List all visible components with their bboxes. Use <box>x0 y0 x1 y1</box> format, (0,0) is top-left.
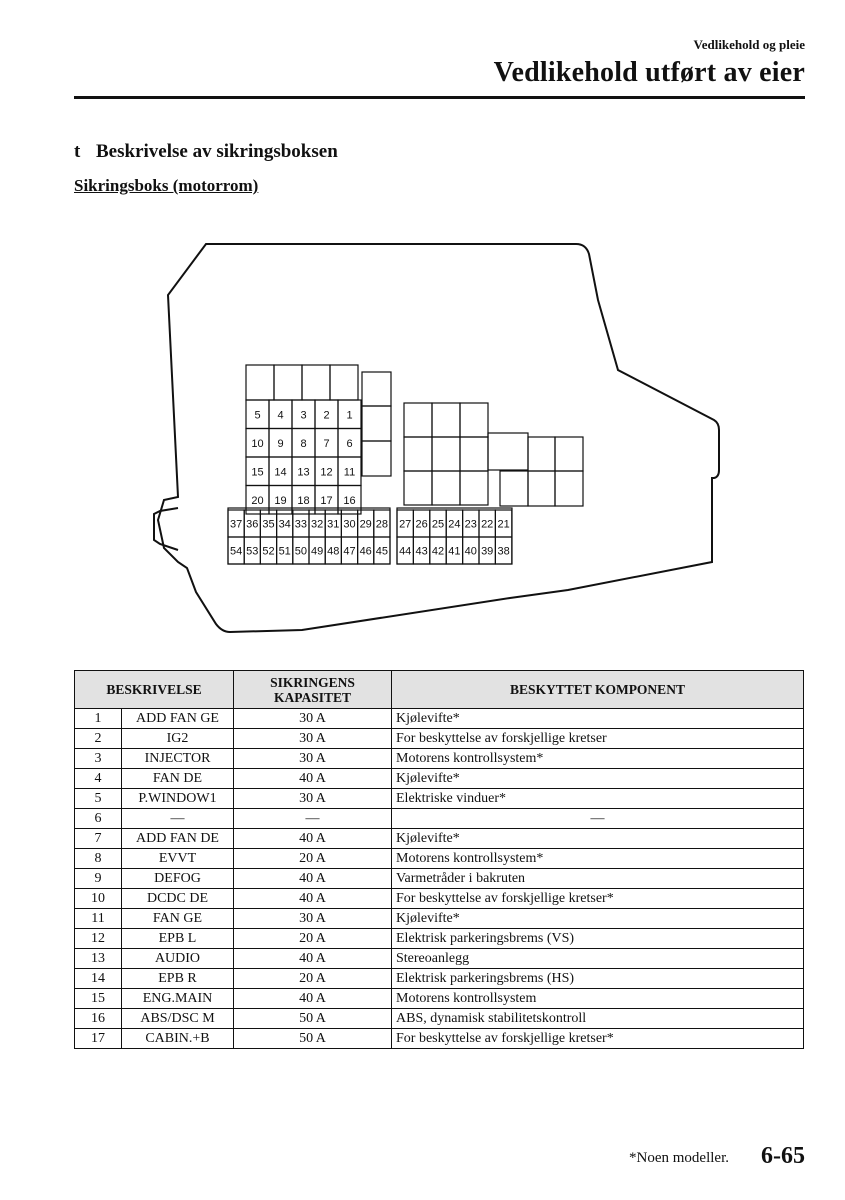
fuse-slot-number: 10 <box>251 437 264 450</box>
fuse-capacity: 40 A <box>234 889 392 909</box>
page-number: 6-65 <box>761 1143 805 1169</box>
fuse-capacity: — <box>234 809 392 829</box>
fuse-capacity: 50 A <box>234 1029 392 1049</box>
fuse-capacity: 30 A <box>234 789 392 809</box>
fuse-component: Elektriske vinduer* <box>392 789 804 809</box>
fuse-slot-number: 39 <box>481 545 494 558</box>
fuse-component: Stereoanlegg <box>392 949 804 969</box>
fuse-slot-number: 25 <box>431 518 445 531</box>
fuse-slot-number: 6 <box>346 437 353 450</box>
fuse-slot-number: 1 <box>346 409 353 422</box>
fuse-number: 16 <box>75 1009 122 1029</box>
footnote: *Noen modeller. <box>629 1150 729 1166</box>
fuse-slot-number: 38 <box>497 545 510 558</box>
fuse-capacity: 50 A <box>234 1009 392 1029</box>
fuse-slot-number: 46 <box>359 545 372 558</box>
relay-slot <box>460 471 488 505</box>
fuse-table <box>74 670 804 1049</box>
fuse-slot-number: 14 <box>274 466 287 479</box>
fuse-slot-number: 35 <box>262 518 275 531</box>
fuse-slot-number: 51 <box>278 545 291 558</box>
fuse-number: 10 <box>75 889 122 909</box>
fuse-slot-number: 37 <box>229 518 243 531</box>
fuse-number: 11 <box>75 909 122 929</box>
fuse-slot-number: 8 <box>300 437 307 450</box>
relay-slot <box>460 437 488 471</box>
fuse-description: ADD FAN DE <box>122 829 234 849</box>
fuse-number: 7 <box>75 829 122 849</box>
fuse-description: DCDC DE <box>122 889 234 909</box>
fuse-number: 2 <box>75 729 122 749</box>
fuse-capacity: 30 A <box>234 709 392 729</box>
fuse-box-outline <box>158 244 719 632</box>
relay-slot <box>404 403 432 437</box>
table-row <box>75 849 804 869</box>
fuse-slot-number: 32 <box>310 518 324 531</box>
fuse-slot-blank <box>274 365 302 400</box>
fuse-number: 9 <box>75 869 122 889</box>
table-row <box>75 929 804 949</box>
fuse-slot-number: 15 <box>251 466 264 479</box>
header-capacity-line2: KAPASITET <box>273 689 352 705</box>
fuse-slot-number: 9 <box>277 437 284 450</box>
fuse-slot-number: 50 <box>294 545 308 558</box>
fuse-slot-blank <box>302 365 330 400</box>
fuse-capacity: 20 A <box>234 849 392 869</box>
fuse-description: ENG.MAIN <box>122 989 234 1009</box>
fuse-slot-number: 42 <box>431 545 445 558</box>
fuse-number: 3 <box>75 749 122 769</box>
relay-slot <box>488 433 528 470</box>
table-row <box>75 709 804 729</box>
table-row <box>75 829 804 849</box>
fuse-number: 6 <box>75 809 122 829</box>
fuse-description: DEFOG <box>122 869 234 889</box>
fuse-component: Motorens kontrollsystem* <box>392 849 804 869</box>
fuse-component: Kjølevifte* <box>392 769 804 789</box>
fuse-description: EPB R <box>122 969 234 989</box>
table-row <box>75 789 804 809</box>
fuse-number: 4 <box>75 769 122 789</box>
page-title: Vedlikehold utført av eier <box>493 57 805 88</box>
fuse-description: P.WINDOW1 <box>122 789 234 809</box>
fuse-slot-blank <box>362 441 391 476</box>
fuse-slot-number: 4 <box>277 409 284 422</box>
fuse-capacity: 40 A <box>234 989 392 1009</box>
fuse-slot-number: 29 <box>359 518 372 531</box>
fuse-number: 12 <box>75 929 122 949</box>
fuse-capacity: 20 A <box>234 969 392 989</box>
fuse-capacity: 30 A <box>234 729 392 749</box>
fuse-slot-number: 33 <box>294 518 308 531</box>
fuse-capacity: 20 A <box>234 929 392 949</box>
relay-slot <box>432 403 460 437</box>
fuse-component: Elektrisk parkeringsbrems (HS) <box>392 969 804 989</box>
table-header-row <box>75 671 804 709</box>
fuse-number: 14 <box>75 969 122 989</box>
fuse-description: — <box>122 809 234 829</box>
table-row <box>75 989 804 1009</box>
fuse-slot-blank <box>330 365 358 400</box>
fuse-slot-number: 22 <box>481 518 494 531</box>
table-row <box>75 869 804 889</box>
fuse-description: AUDIO <box>122 949 234 969</box>
fuse-slot-number: 52 <box>262 545 275 558</box>
table-row <box>75 729 804 749</box>
fuse-capacity: 40 A <box>234 829 392 849</box>
fuse-number: 17 <box>75 1029 122 1049</box>
table-row <box>75 889 804 909</box>
fuse-description: CABIN.+B <box>122 1029 234 1049</box>
fuse-component: Motorens kontrollsystem <box>392 989 804 1009</box>
fuse-capacity: 40 A <box>234 769 392 789</box>
relay-slot <box>404 471 432 505</box>
fuse-capacity: 40 A <box>234 949 392 969</box>
fuse-slot-number: 43 <box>415 545 428 558</box>
fuse-component: Kjølevifte* <box>392 909 804 929</box>
relay-slot <box>460 403 488 437</box>
chapter-heading: Vedlikehold og pleie <box>693 37 805 52</box>
relay-slot <box>500 471 528 506</box>
fuse-slot-number: 13 <box>297 466 310 479</box>
fuse-slot-number: 20 <box>251 494 264 507</box>
fuse-component: For beskyttelse av forskjellige kretser <box>392 729 804 749</box>
fuse-slot-number: 47 <box>343 545 356 558</box>
fuse-number: 1 <box>75 709 122 729</box>
table-row <box>75 749 804 769</box>
relay-slot <box>432 437 460 471</box>
fuse-number: 5 <box>75 789 122 809</box>
table-row <box>75 909 804 929</box>
section-subtitle: Sikringsboks (motorrom) <box>74 176 259 195</box>
fuse-slot-number: 17 <box>320 494 333 507</box>
fuse-slot-blank <box>246 365 274 400</box>
header-capacity <box>234 671 392 709</box>
fuse-description: IG2 <box>122 729 234 749</box>
fuse-slot-number: 48 <box>327 545 340 558</box>
fuse-numbers <box>230 409 510 557</box>
fuse-capacity: 30 A <box>234 909 392 929</box>
fuse-slot-number: 40 <box>464 545 477 558</box>
fuse-slot-number: 12 <box>320 466 333 479</box>
fuse-component: ABS, dynamisk stabilitetskontroll <box>392 1009 804 1029</box>
fuse-slot-number: 27 <box>399 518 412 531</box>
header-description: BESKRIVELSE <box>75 671 234 709</box>
fuse-slot-number: 18 <box>297 494 310 507</box>
relay-slot <box>555 437 583 471</box>
fuse-slot-number: 2 <box>323 409 330 422</box>
fuse-component: Motorens kontrollsystem* <box>392 749 804 769</box>
fuse-number: 15 <box>75 989 122 1009</box>
fuse-slot-number: 44 <box>399 545 412 558</box>
header-capacity-line1: SIKRINGENS <box>270 674 355 690</box>
fuse-capacity: 40 A <box>234 869 392 889</box>
relay-slot <box>528 471 555 506</box>
fuse-description: ADD FAN GE <box>122 709 234 729</box>
fuse-slot-number: 5 <box>254 409 261 422</box>
fuse-slot-number: 31 <box>327 518 340 531</box>
fuse-slot-number: 24 <box>448 518 461 531</box>
fuse-box-tab <box>154 508 178 550</box>
fuse-slot-number: 30 <box>343 518 356 531</box>
fuse-description: EVVT <box>122 849 234 869</box>
fuse-slot-number: 3 <box>300 409 307 422</box>
section-title: Beskrivelse av sikringsboksen <box>96 141 338 162</box>
fuse-slot-number: 16 <box>343 494 356 507</box>
fuse-number: 8 <box>75 849 122 869</box>
fuse-component: For beskyttelse av forskjellige kretser* <box>392 1029 804 1049</box>
section-bullet: t <box>74 141 81 162</box>
fuse-number: 13 <box>75 949 122 969</box>
table-row <box>75 769 804 789</box>
fuse-description: ABS/DSC M <box>122 1009 234 1029</box>
fuse-slot-number: 26 <box>415 518 428 531</box>
fuse-description: INJECTOR <box>122 749 234 769</box>
fuse-slot-number: 28 <box>375 518 389 531</box>
fuse-description: FAN GE <box>122 909 234 929</box>
fuse-slot-blank <box>362 406 391 441</box>
fuse-component: Elektrisk parkeringsbrems (VS) <box>392 929 804 949</box>
relay-slot <box>404 437 432 471</box>
relay-slot <box>555 471 583 506</box>
fuse-slot-number: 41 <box>448 545 461 558</box>
table-row <box>75 949 804 969</box>
table-row <box>75 969 804 989</box>
table-row <box>75 1029 804 1049</box>
fuse-component: For beskyttelse av forskjellige kretser* <box>392 889 804 909</box>
fuse-component: Varmetråder i bakruten <box>392 869 804 889</box>
header-component: BESKYTTET KOMPONENT <box>392 671 804 709</box>
fuse-slot-number: 23 <box>464 518 477 531</box>
fuse-slot-number: 19 <box>274 494 287 507</box>
fuse-component: — <box>392 809 804 829</box>
fuse-slot-blank <box>362 372 391 406</box>
fuse-capacity: 30 A <box>234 749 392 769</box>
fuse-table-body <box>75 709 804 1049</box>
fuse-description: FAN DE <box>122 769 234 789</box>
fuse-component: Kjølevifte* <box>392 829 804 849</box>
table-row <box>75 1009 804 1029</box>
fuse-description: EPB L <box>122 929 234 949</box>
fuse-slot-number: 54 <box>229 545 243 558</box>
fuse-slot-number: 34 <box>278 518 291 531</box>
table-row <box>75 809 804 829</box>
fuse-slot-number: 11 <box>343 466 356 479</box>
fuse-slot-number: 36 <box>246 518 259 531</box>
relay-slot <box>432 471 460 505</box>
fuse-component: Kjølevifte* <box>392 709 804 729</box>
fuse-slot-number: 49 <box>310 545 324 558</box>
fuse-slots <box>228 365 583 564</box>
fuse-slot-number: 21 <box>497 518 510 531</box>
fuse-slot-number: 7 <box>323 437 330 450</box>
relay-slot <box>528 437 555 471</box>
fuse-slot-number: 45 <box>375 545 389 558</box>
fuse-slot-number: 53 <box>246 545 259 558</box>
